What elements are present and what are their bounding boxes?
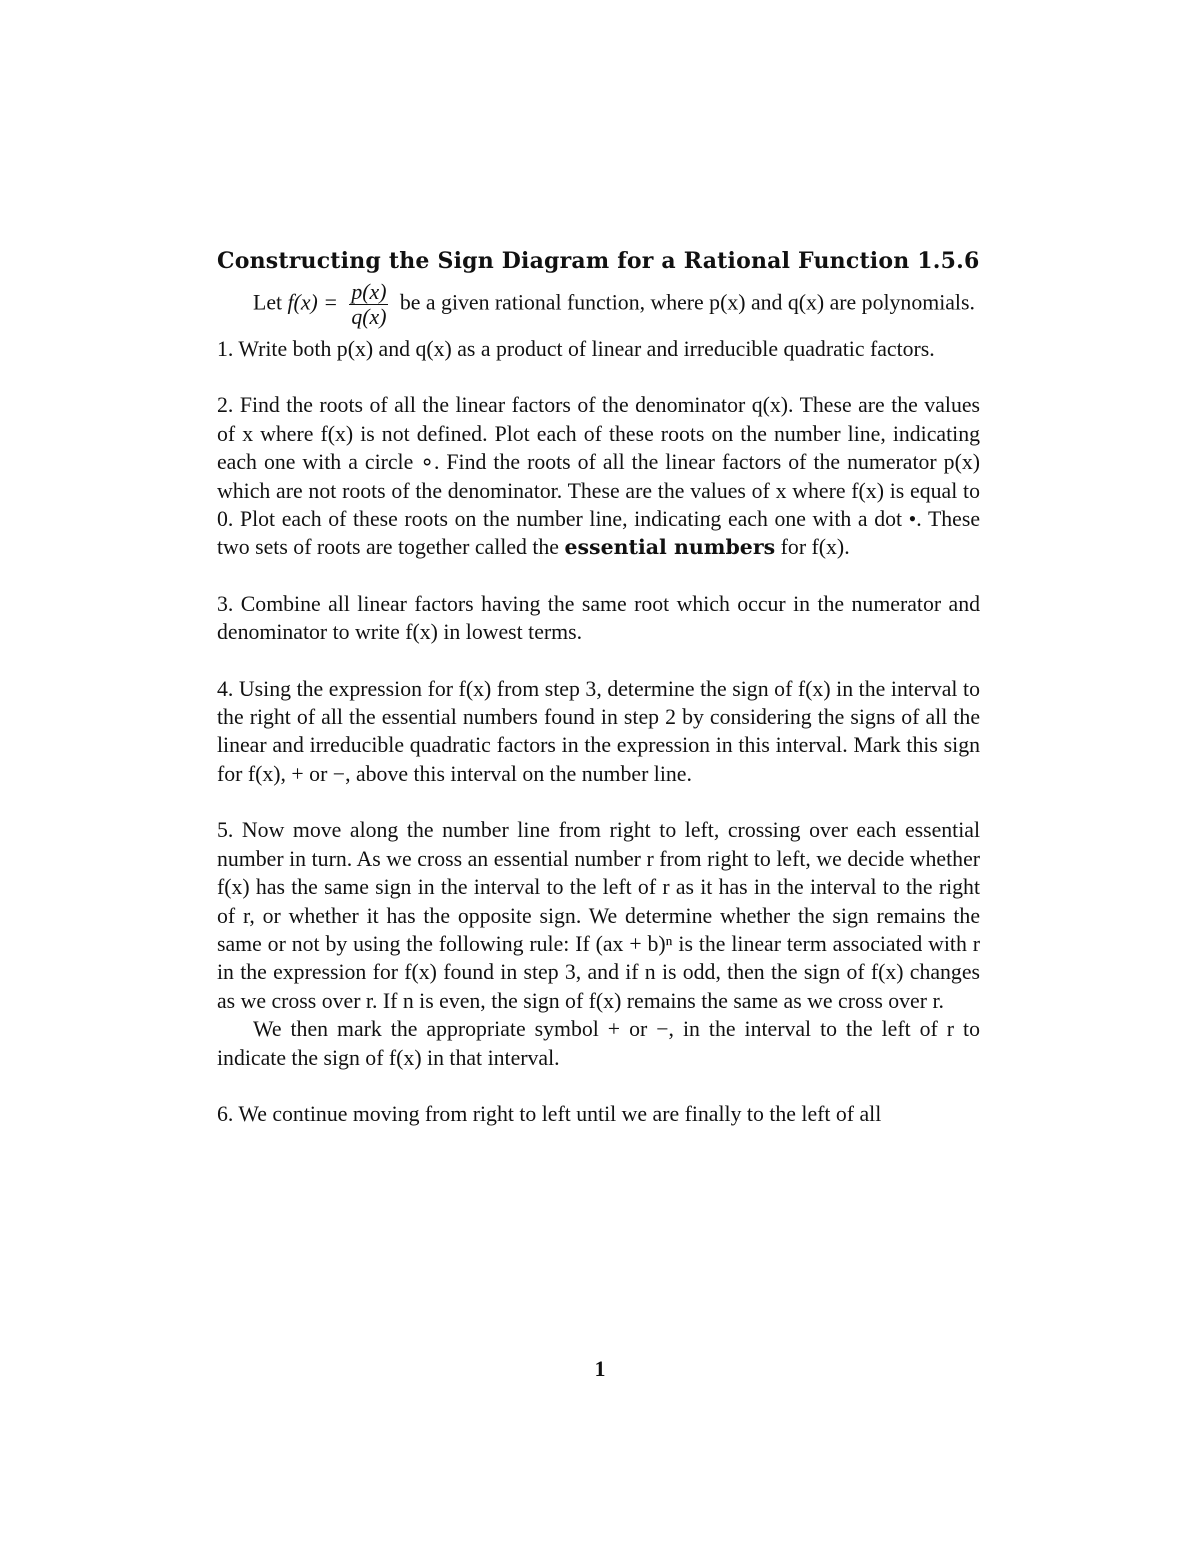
step-1: 1. Write both p(x) and q(x) as a product of linear and irreducible quadratic factors. (217, 337, 935, 361)
intro-rest: be a given rational function, where p(x) and q(x) are polynomials. (399, 290, 975, 315)
step-6: 6. We continue moving from right to left until we are finally to the left of all (217, 1101, 882, 1126)
essential-numbers-term: essential numbers (564, 535, 776, 560)
page-number: 1 (594, 1356, 606, 1381)
fraction (349, 280, 388, 329)
document-page (217, 248, 980, 1128)
step-2 (217, 391, 980, 561)
step-2-tail: for f(x). (780, 535, 850, 560)
intro-fx: f(x) = (287, 290, 338, 315)
step-4: 4. Using the expression for f(x) from step 3, determine the sign of f(x) in the interval to the right of all the essential numbers found in step 2 by considering the signs of all the linear and irreducible quadratic factors in the expression in this interval. Mark this sign for f(x), + or −, above this interval on the number line. (217, 676, 980, 786)
step-5-continuation: We then mark the appropriate symbol + or −, in the interval to the left of r to indicate the sign of f(x) in that interval. (217, 1017, 980, 1070)
intro-let: Let (253, 290, 283, 315)
step-3: 3. Combine all linear factors having the same root which occur in the numerator and denominator to write f(x) in lowest terms. (217, 591, 980, 645)
step-5: 5. Now move along the number line from right to left, crossing over each essential number in turn. As we cross an essential number r from right to left, we decide whether f(x) has the same sign in the interval to the left of r as it has in the interval to the right of r, or whether it has the opposite sign. We determine whether the sign remains the same or not by using the following rule: If (ax + b)ⁿ is the linear term associated with r in the expression for f(x) found in step 3, and if n is odd, then the sign of f(x) changes as we cross over r. If n is even, the sign of f(x) remains the same as we cross over r. (217, 818, 980, 1013)
page-title: Constructing the Sign Diagram for a Rational Function 1.5.6 (217, 248, 980, 274)
fraction-denominator: q(x) (351, 305, 387, 329)
fraction-numerator: p(x) (351, 280, 387, 304)
step-2-text: 2. Find the roots of all the linear factors of the denominator q(x). These are the values of x where f(x) is not defined. Plot each of these roots on the number line, indicating each one with a circle ∘. Find the roots of all the linear factors of the numerator p(x) which are not roots of the denominator. These are the values of x where f(x) is equal to 0. Plot each of these roots on the number line, indicating each one with a dot •. These two sets of roots are together called the (217, 393, 980, 560)
intro-paragraph (217, 280, 980, 329)
